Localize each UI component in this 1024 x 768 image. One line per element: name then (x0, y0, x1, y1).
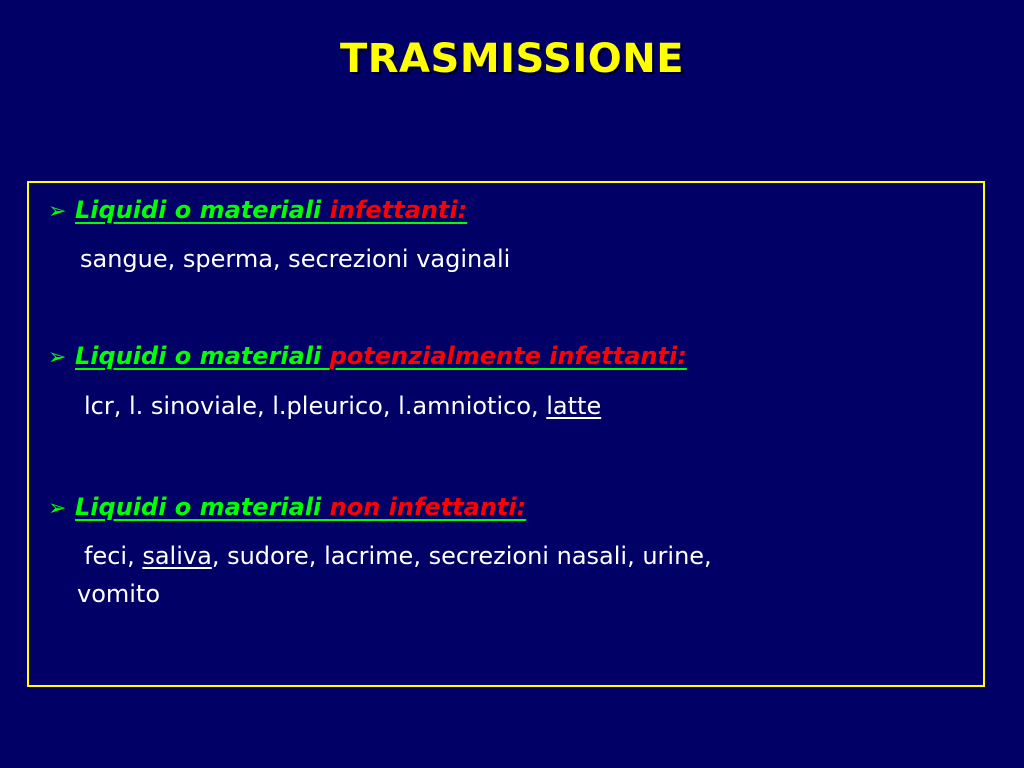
detail-text-continued: , sudore, lacrime, secrezioni nasali, urine, (211, 542, 712, 570)
detail-text: lcr, l. sinoviale, l.pleurico, l.amniotico, (84, 392, 547, 420)
section-colon: : (677, 342, 687, 370)
section-1-heading (48, 194, 467, 226)
section-label: Liquidi o materiali (75, 196, 330, 224)
section-3-heading (48, 491, 526, 523)
section-3-detail (84, 538, 712, 574)
slide-title: TRASMISSIONE (339, 36, 685, 82)
detail-underlined: latte (546, 392, 602, 420)
arrow-bullet-icon: ➢ (48, 345, 67, 370)
section-highlight: potenzialmente infettanti (329, 342, 678, 370)
section-label: Liquidi o materiali (75, 342, 330, 370)
arrow-bullet-icon: ➢ (48, 199, 67, 224)
section-2-heading (48, 340, 687, 372)
section-colon: : (457, 196, 468, 224)
section-2-detail (84, 388, 601, 424)
arrow-bullet-icon: ➢ (48, 496, 67, 521)
detail-text: feci, (84, 542, 143, 570)
section-highlight: non infettanti: (329, 493, 527, 521)
section-3-detail-line-2: vomito (77, 580, 161, 608)
section-1-detail: sangue, sperma, secrezioni vaginali (80, 245, 511, 273)
section-label: Liquidi o materiali (75, 493, 330, 521)
section-highlight: infettanti (329, 196, 458, 224)
detail-underlined: saliva (142, 542, 212, 570)
